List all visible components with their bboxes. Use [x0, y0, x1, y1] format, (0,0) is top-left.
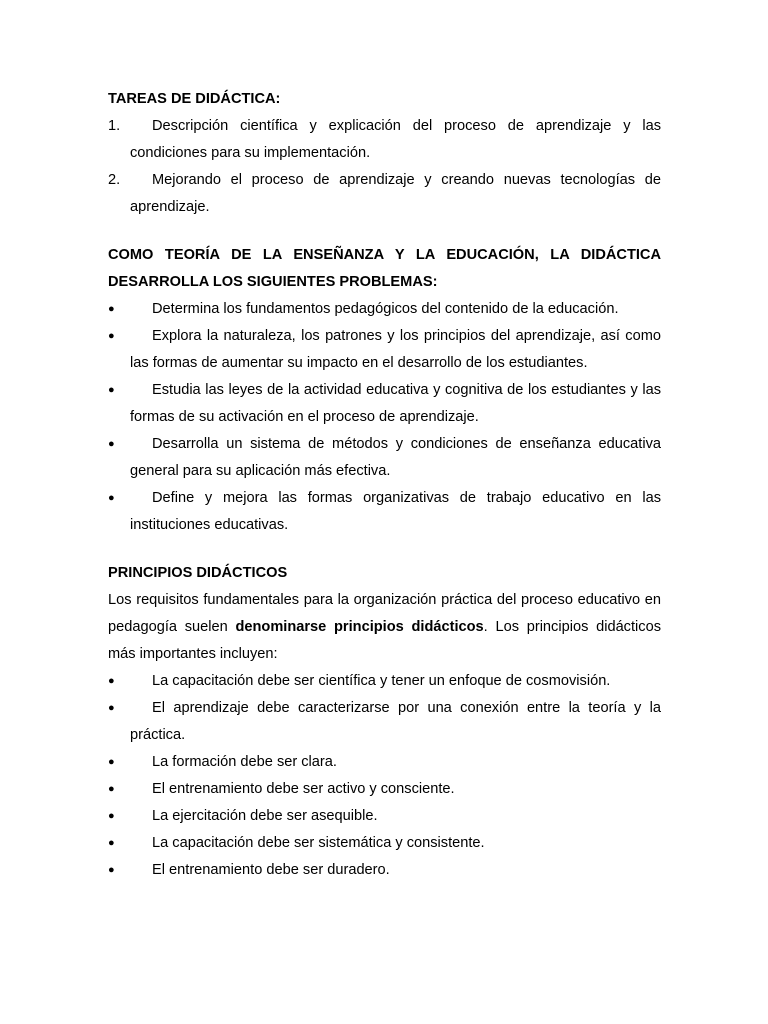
intro-text-end: . Los principios didácticos más importantes incluyen:	[108, 619, 661, 662]
item-text: La capacitación debe ser sistemática y consistente.	[152, 835, 485, 851]
item-text: Descripción científica y explicación del proceso de aprendizaje y las condiciones para su implementación.	[130, 118, 661, 161]
bullet-icon: ●	[108, 330, 115, 342]
bullet-icon: ●	[108, 303, 115, 315]
bullet-item	[108, 296, 661, 323]
item-number: 2.	[108, 172, 121, 188]
item-text: La ejercitación debe ser asequible.	[152, 808, 378, 824]
item-text: El entrenamiento debe ser activo y consciente.	[152, 781, 455, 797]
principios-intro	[108, 587, 661, 668]
bullet-icon: ●	[108, 438, 115, 450]
bullet-item	[108, 803, 661, 830]
item-text: La formación debe ser clara.	[152, 754, 337, 770]
item-text: El aprendizaje debe caracterizarse por una conexión entre la teoría y la práctica.	[130, 700, 661, 743]
item-text: La capacitación debe ser científica y tener un enfoque de cosmovisión.	[152, 673, 611, 689]
item-text: Estudia las leyes de la actividad educativa y cognitiva de los estudiantes y las formas de su activación en el proceso de aprendizaje.	[130, 382, 661, 425]
bullet-icon: ●	[108, 756, 115, 768]
principios-heading: PRINCIPIOS DIDÁCTICOS	[108, 565, 288, 581]
intro-bold-text: denominarse principios didácticos	[235, 619, 484, 635]
bullet-item	[108, 377, 661, 431]
item-text: Desarrolla un sistema de métodos y condiciones de enseñanza educativa general para su aplicación más efectiva.	[130, 436, 661, 479]
bullet-icon: ●	[108, 810, 115, 822]
bullet-icon: ●	[108, 864, 115, 876]
bullet-item	[108, 830, 661, 857]
bullet-item	[108, 431, 661, 485]
bullet-item	[108, 749, 661, 776]
item-text: El entrenamiento debe ser duradero.	[152, 862, 390, 878]
tareas-heading: TAREAS DE DIDÁCTICA:	[108, 91, 281, 107]
bullet-icon: ●	[108, 384, 115, 396]
numbered-item-2	[108, 167, 661, 221]
item-text: Define y mejora las formas organizativas de trabajo educativo en las instituciones educativas.	[130, 490, 661, 533]
intro-text: Los requisitos fundamentales para la organización práctica del proceso educativo en pedagogía suelen	[108, 592, 661, 635]
numbered-item-1	[108, 113, 661, 167]
bullet-icon: ●	[108, 837, 115, 849]
bullet-icon: ●	[108, 783, 115, 795]
bullet-item	[108, 323, 661, 377]
bullet-icon: ●	[108, 702, 115, 714]
bullet-item	[108, 668, 661, 695]
item-text: Mejorando el proceso de aprendizaje y creando nuevas tecnologías de aprendizaje.	[130, 172, 661, 215]
problemas-heading: COMO TEORÍA DE LA ENSEÑANZA Y LA EDUCACIÓN, LA DIDÁCTICA DESARROLLA LOS SIGUIENTES PROBLEMAS:	[108, 247, 661, 290]
bullet-item	[108, 485, 661, 539]
bullet-item	[108, 776, 661, 803]
document-page	[108, 86, 661, 884]
item-text: Determina los fundamentos pedagógicos del contenido de la educación.	[152, 301, 619, 317]
bullet-icon: ●	[108, 675, 115, 687]
bullet-item	[108, 695, 661, 749]
bullet-icon: ●	[108, 492, 115, 504]
item-text: Explora la naturaleza, los patrones y los principios del aprendizaje, así como las formas de aumentar su impacto en el desarrollo de los estudiantes.	[130, 328, 661, 371]
bullet-item	[108, 857, 661, 884]
item-number: 1.	[108, 118, 121, 134]
